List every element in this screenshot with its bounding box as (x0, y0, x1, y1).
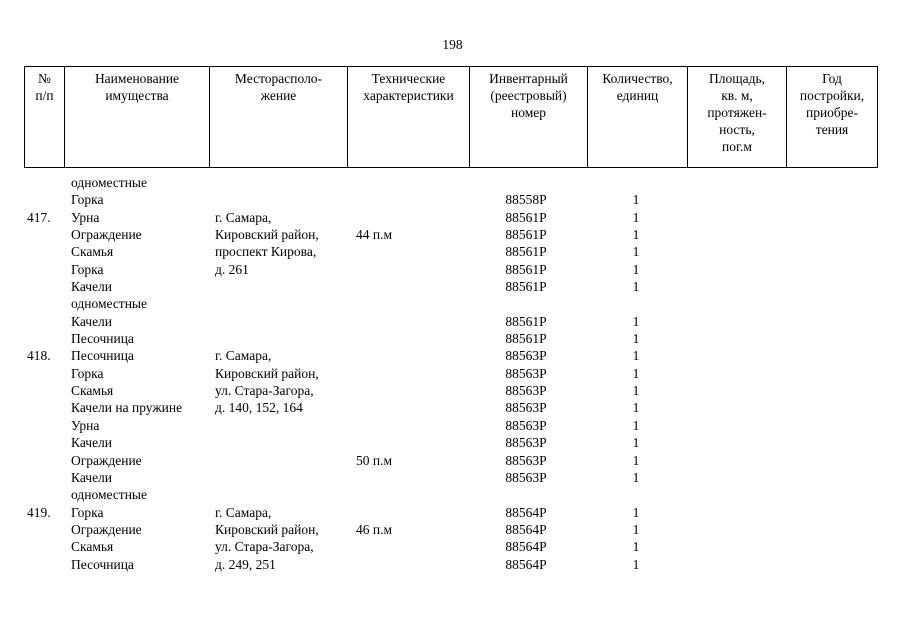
item-inventory-number: 88563Р (505, 417, 547, 433)
item-quantity: 1 (632, 400, 640, 416)
item-inventory-number: 88561Р (505, 244, 547, 260)
table-row (0, 174, 905, 191)
item-name: Горка (71, 192, 104, 208)
table-header (24, 66, 878, 168)
item-specs: 50 п.м (356, 452, 393, 468)
item-location: Кировский район, (215, 521, 319, 537)
item-name: Урна (71, 209, 100, 225)
item-name: Качели (71, 435, 113, 451)
header-cell-specs (348, 67, 470, 168)
header-cell-year (787, 67, 878, 168)
table-row (0, 417, 905, 434)
table-row (0, 365, 905, 382)
item-inventory-number: 88561Р (505, 313, 547, 329)
item-location: Кировский район, (215, 365, 319, 381)
item-name: Песочница (71, 331, 134, 347)
item-quantity: 1 (632, 244, 640, 260)
item-inventory-number: 88563Р (505, 435, 547, 451)
header-label: Технические характеристики (363, 71, 454, 103)
item-specs: 44 п.м (356, 227, 393, 243)
item-quantity: 1 (632, 539, 640, 555)
item-quantity: 1 (632, 383, 640, 399)
item-inventory-number: 88564Р (505, 556, 547, 572)
item-location: Кировский район, (215, 227, 319, 243)
table-row (0, 295, 905, 312)
item-number: 417. (27, 209, 51, 225)
item-inventory-number: 88563Р (505, 400, 547, 416)
item-quantity: 1 (632, 279, 640, 295)
item-location: д. 140, 152, 164 (215, 400, 303, 416)
item-name: Ограждение (71, 227, 142, 243)
table-row (0, 504, 905, 521)
table-row (0, 243, 905, 260)
header-label: Наименование имущества (94, 71, 180, 103)
item-inventory-number: 88561Р (505, 331, 547, 347)
item-specs: 46 п.м (356, 521, 393, 537)
item-name: Горка (71, 504, 104, 520)
item-name: Скамья (71, 539, 114, 555)
table-row (0, 452, 905, 469)
item-quantity: 1 (632, 469, 640, 485)
header-cell-number (25, 67, 65, 168)
table-row (0, 399, 905, 416)
item-name: одноместные (71, 175, 147, 190)
item-name: Ограждение (71, 452, 142, 468)
item-quantity: 1 (632, 521, 640, 537)
item-name: Качели (71, 313, 113, 329)
item-name: одноместные (71, 487, 147, 503)
item-location: проспект Кирова, (215, 244, 317, 260)
table-body (0, 174, 905, 573)
item-inventory-number: 88564Р (505, 539, 547, 555)
table-row (0, 191, 905, 208)
item-name: Скамья (71, 244, 114, 260)
header-label: Площадь, кв. м, протяжен- ность, пог.м (707, 71, 767, 154)
item-quantity: 1 (632, 435, 640, 451)
table-row (0, 434, 905, 451)
item-location: д. 249, 251 (215, 556, 276, 572)
item-location: ул. Стара-Загора, (215, 539, 314, 555)
item-location: г. Самара, (215, 504, 272, 520)
item-inventory-number: 88564Р (505, 521, 547, 537)
table-row (0, 226, 905, 243)
item-inventory-number: 88558Р (505, 192, 547, 208)
table-row (0, 278, 905, 295)
header-label: Год постройки, приобре- тения (799, 71, 865, 137)
item-inventory-number: 88563Р (505, 348, 547, 364)
item-location: ул. Стара-Загора, (215, 383, 314, 399)
header-cell-inventory (470, 67, 588, 168)
table-row (0, 382, 905, 399)
item-inventory-number: 88564Р (505, 504, 547, 520)
item-quantity: 1 (632, 331, 640, 347)
item-quantity: 1 (632, 365, 640, 381)
table-row (0, 486, 905, 503)
item-name: Качели (71, 469, 113, 485)
item-name: Скамья (71, 383, 114, 399)
header-cell-area (688, 67, 787, 168)
header-cell-location (210, 67, 348, 168)
item-name: Качели на пружине (71, 400, 183, 416)
item-quantity: 1 (632, 452, 640, 468)
table-row (0, 556, 905, 573)
page-number: 198 (442, 37, 463, 52)
item-name: Урна (71, 417, 100, 433)
item-name: Песочница (71, 348, 134, 364)
item-quantity: 1 (632, 348, 640, 364)
item-inventory-number: 88563Р (505, 452, 547, 468)
table-row (0, 347, 905, 364)
table-row (0, 538, 905, 555)
table-row (0, 313, 905, 330)
item-location: д. 261 (215, 261, 249, 277)
item-number: 419. (27, 504, 51, 520)
item-quantity: 1 (632, 504, 640, 520)
table-row (0, 209, 905, 226)
item-inventory-number: 88561Р (505, 209, 547, 225)
table-row (0, 330, 905, 347)
item-inventory-number: 88563Р (505, 365, 547, 381)
item-inventory-number: 88561Р (505, 261, 547, 277)
item-number: 418. (27, 348, 51, 364)
item-quantity: 1 (632, 417, 640, 433)
item-inventory-number: 88561Р (505, 279, 547, 295)
header-cell-name (65, 67, 210, 168)
header-label: Инвентарный (реестровый) номер (489, 71, 568, 120)
item-quantity: 1 (632, 261, 640, 277)
item-inventory-number: 88561Р (505, 227, 547, 243)
table-row (0, 261, 905, 278)
item-name: одноместные (71, 296, 147, 312)
item-name: Качели (71, 279, 113, 295)
item-quantity: 1 (632, 556, 640, 572)
table-row (0, 521, 905, 538)
item-location: г. Самара, (215, 209, 272, 225)
item-name: Горка (71, 261, 104, 277)
item-name: Песочница (71, 556, 134, 572)
header-cell-quantity (588, 67, 688, 168)
item-quantity: 1 (632, 209, 640, 225)
item-quantity: 1 (632, 313, 640, 329)
item-inventory-number: 88563Р (505, 469, 547, 485)
header-label: № п/п (35, 71, 54, 103)
header-label: Количество, единиц (602, 71, 673, 103)
item-name: Горка (71, 365, 104, 381)
item-quantity: 1 (632, 192, 640, 208)
item-name: Ограждение (71, 521, 142, 537)
item-quantity: 1 (632, 227, 640, 243)
header-label: Месторасполо- жение (234, 71, 323, 103)
table-row (0, 469, 905, 486)
item-inventory-number: 88563Р (505, 383, 547, 399)
item-location: г. Самара, (215, 348, 272, 364)
